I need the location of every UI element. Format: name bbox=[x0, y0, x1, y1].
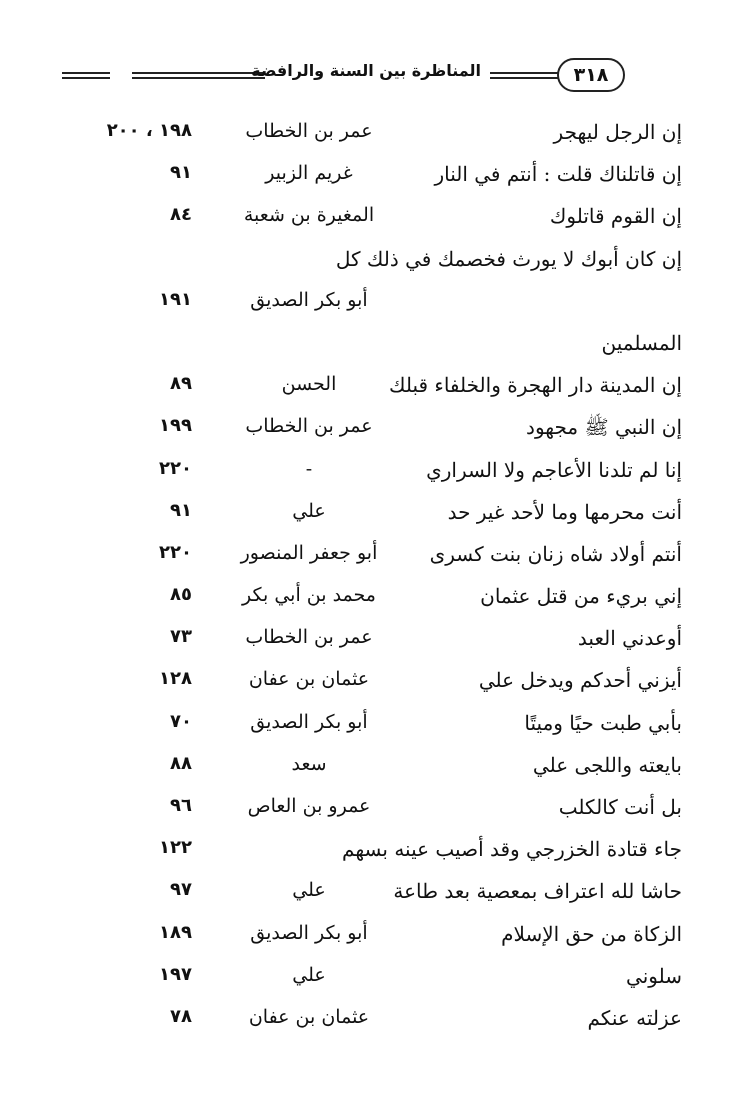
entry-quote: إن كان أبوك لا يورث فخصمك في ذلك كل bbox=[335, 246, 682, 271]
entry-quote: بايعته واللجى علي bbox=[532, 752, 682, 777]
index-entry bbox=[62, 536, 682, 578]
entry-quote: أوعدني العبد bbox=[577, 626, 682, 651]
entry-quote: بأبي طبت حيًا وميتًا bbox=[524, 710, 682, 735]
header-rule-between bbox=[490, 72, 551, 79]
index-entry bbox=[62, 114, 682, 156]
entry-speaker: محمد بن أبي بكر bbox=[242, 584, 376, 607]
index-entry bbox=[62, 367, 682, 409]
index-entry bbox=[62, 831, 682, 873]
entry-pages: ٢٢٠ bbox=[159, 541, 192, 563]
index-entry bbox=[62, 325, 682, 367]
entry-pages: ١٩٩ bbox=[159, 415, 192, 437]
entry-speaker: الحسن bbox=[281, 373, 337, 396]
entry-speaker: - bbox=[305, 457, 313, 480]
entry-speaker: علي bbox=[292, 879, 326, 902]
index-entry bbox=[62, 789, 682, 831]
entry-quote: إن القوم قاتلوك bbox=[549, 204, 682, 229]
index-entry bbox=[62, 1000, 682, 1042]
index-entry bbox=[62, 409, 682, 451]
entry-speaker: عمر بن الخطاب bbox=[245, 626, 373, 649]
index-entry bbox=[62, 620, 682, 662]
entry-quote: إن المدينة دار الهجرة والخلفاء قبلك bbox=[388, 373, 682, 398]
entry-speaker: عمر بن الخطاب bbox=[245, 120, 373, 142]
index-entry bbox=[62, 283, 682, 325]
quotations-index-list bbox=[62, 114, 682, 1042]
entry-pages: ٨٨ bbox=[170, 752, 192, 774]
entry-speaker: عمرو بن العاص bbox=[247, 795, 371, 817]
page-header bbox=[62, 52, 687, 96]
entry-speaker: علي bbox=[292, 963, 326, 986]
entry-pages: ٧٠ bbox=[170, 710, 192, 732]
entry-quote: إني بريء من قتل عثمان bbox=[480, 584, 682, 609]
entry-quote: عزلته عنكم bbox=[587, 1005, 682, 1030]
entry-speaker: المغيرة بن شعبة bbox=[243, 204, 375, 227]
entry-quote: أيزني أحدكم ويدخل علي bbox=[478, 668, 682, 693]
entry-pages: ٨٥ bbox=[170, 584, 192, 606]
entry-pages: ٧٨ bbox=[170, 1005, 192, 1027]
entry-pages: ١٨٩ bbox=[159, 921, 192, 943]
index-entry bbox=[62, 705, 682, 747]
entry-pages: ١٢٢ bbox=[159, 837, 192, 859]
page-number: ٣١٨ bbox=[557, 58, 625, 92]
entry-pages: ٧٣ bbox=[170, 626, 192, 648]
index-entry bbox=[62, 747, 682, 789]
entry-pages: ٩٦ bbox=[170, 795, 192, 816]
index-entry bbox=[62, 958, 682, 1000]
entry-speaker: عثمان بن عفان bbox=[248, 668, 370, 691]
running-title: المناظرة بين السنة والرافضة bbox=[251, 61, 481, 80]
entry-pages: ١٩١ bbox=[159, 288, 192, 310]
index-entry bbox=[62, 452, 682, 494]
entry-speaker: سعد bbox=[291, 752, 327, 775]
entry-quote: إن النبي ﷺ مجهود bbox=[526, 415, 682, 440]
entry-pages: ٩١ bbox=[170, 162, 192, 184]
entry-pages: ٩١ bbox=[170, 499, 192, 521]
entry-quote: حاشا لله اعتراف بمعصية بعد طاعة bbox=[393, 879, 682, 904]
index-entry bbox=[62, 662, 682, 704]
index-entry bbox=[62, 916, 682, 958]
entry-pages: ٩٧ bbox=[170, 879, 192, 901]
entry-quote: سلوني bbox=[626, 963, 682, 988]
index-entry bbox=[62, 578, 682, 620]
entry-pages: ١٩٧ bbox=[159, 963, 192, 985]
entry-pages: ٨٩ bbox=[170, 373, 192, 395]
entry-speaker: أبو جعفر المنصور bbox=[240, 541, 378, 564]
header-rule-middle bbox=[132, 72, 265, 79]
header-rule-left bbox=[62, 72, 110, 79]
entry-pages: ٨٤ bbox=[170, 204, 192, 226]
entry-quote: أنت محرمها وما لأحد غير حد bbox=[447, 499, 682, 524]
entry-pages: ١٢٨ bbox=[159, 668, 192, 690]
index-entry bbox=[62, 241, 682, 283]
entry-speaker: علي bbox=[292, 499, 326, 522]
entry-pages: ١٩٨ ، ٢٠٠ bbox=[106, 120, 192, 141]
entry-quote: الزكاة من حق الإسلام bbox=[501, 921, 682, 946]
entry-speaker: غريم الزبير bbox=[265, 162, 353, 185]
entry-pages: ٢٢٠ bbox=[159, 457, 192, 479]
entry-speaker: أبو بكر الصديق bbox=[250, 710, 368, 733]
index-entry bbox=[62, 198, 682, 240]
entry-quote: المسلمين bbox=[601, 330, 682, 355]
entry-quote: أنتم أولاد شاه زنان بنت كسرى bbox=[429, 541, 682, 566]
entry-quote: بل أنت كالكلب bbox=[558, 795, 682, 819]
entry-speaker: عمر بن الخطاب bbox=[245, 415, 373, 438]
index-entry bbox=[62, 494, 682, 536]
entry-quote: إنا لم تلدنا الأعاجم ولا السراري bbox=[426, 457, 682, 482]
entry-quote: جاء قتادة الخزرجي وقد أصيب عينه بسهم bbox=[342, 837, 682, 862]
entry-speaker: أبو بكر الصديق bbox=[250, 288, 368, 311]
entry-speaker: أبو بكر الصديق bbox=[250, 921, 368, 944]
index-entry bbox=[62, 873, 682, 915]
entry-speaker: عثمان بن عفان bbox=[248, 1005, 370, 1028]
index-entry bbox=[62, 156, 682, 198]
entry-quote: إن الرجل ليهجر bbox=[553, 120, 682, 144]
entry-quote: إن قاتلناك قلت : أنتم في النار bbox=[434, 162, 682, 187]
